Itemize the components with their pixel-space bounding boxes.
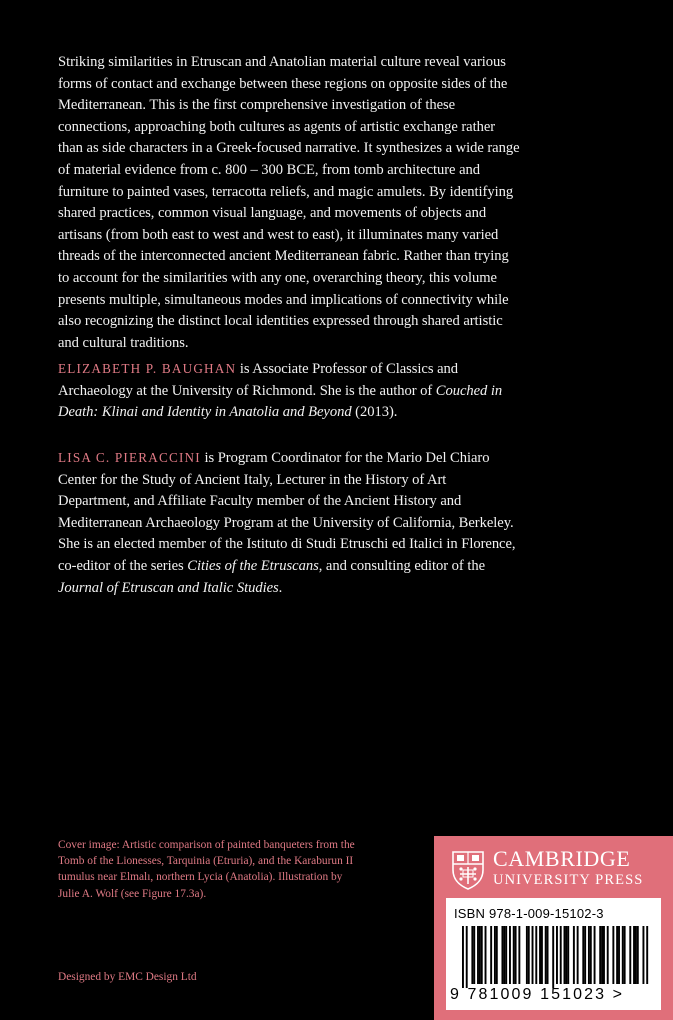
barcode-bar [547, 926, 549, 984]
barcode-bar [518, 926, 520, 984]
barcode-bar [622, 926, 624, 984]
barcode-bar [466, 926, 468, 988]
barcode-bar [532, 926, 534, 984]
barcode-bar [599, 926, 601, 984]
publisher-panel [434, 836, 673, 1020]
barcode-bar [462, 926, 464, 988]
publisher-name [493, 848, 643, 888]
author-name-pieraccini: LISA C. PIERACCINI [58, 450, 201, 465]
author-bio-text: . [278, 579, 283, 596]
barcode-bar [501, 926, 503, 984]
barcode-bar [505, 926, 507, 984]
barcode-digits: 9 781009 151023 > [450, 986, 625, 1003]
author-bio-baughan [58, 358, 520, 424]
barcode-bar [624, 926, 626, 984]
barcode-bar [560, 926, 562, 984]
university-crest-icon [451, 850, 485, 890]
barcode-bar [633, 926, 635, 984]
barcode-bar [490, 926, 492, 984]
barcode-bar [584, 926, 586, 984]
barcode-bar [503, 926, 505, 984]
barcode-box [446, 898, 661, 1010]
barcode-bar [594, 926, 596, 984]
barcode-bar [573, 926, 575, 984]
barcode-bar [509, 926, 511, 984]
journal-title: Journal of Etruscan and Italic Studies [58, 579, 279, 596]
barcode-bar [590, 926, 592, 984]
barcode-bar [616, 926, 618, 984]
barcode-bar [545, 926, 547, 984]
barcode-bar [556, 926, 558, 984]
barcode-bar [513, 926, 515, 984]
barcode-bar [479, 926, 481, 984]
author-name-baughan: ELIZABETH P. BAUGHAN [58, 361, 237, 376]
barcode-bar [528, 926, 530, 984]
barcode-bar [565, 926, 567, 984]
author-bio-pieraccini [58, 447, 520, 599]
barcode-bar [588, 926, 590, 984]
barcode-icon [462, 926, 650, 988]
barcode-bar [577, 926, 579, 984]
barcode-bar [637, 926, 639, 984]
barcode-bar [539, 926, 541, 984]
publisher-name-line2: UNIVERSITY PRESS [493, 872, 644, 888]
barcode-bar [526, 926, 528, 984]
barcode-bar [642, 926, 644, 984]
barcode-bar [567, 926, 569, 984]
barcode-bar [552, 926, 554, 988]
author-bio-text: (2013). [351, 404, 398, 421]
publisher-name-line1: CAMBRIDGE [493, 846, 631, 871]
cover-image-credit: Cover image: Artistic comparison of painted banqueters from the Tomb of the Lionesses, Tarquinia (Etruria), and the Karaburun II tumulus near Elmalı, northern Lycia (Anatolia). Illustration by Julie A. Wolf (see Figure 17.3a). [58, 839, 355, 900]
barcode-bar [564, 926, 566, 984]
barcode-bar [494, 926, 496, 984]
barcode-bar [646, 926, 648, 984]
isbn-label: ISBN 978-1-009-15102-3 [454, 906, 604, 921]
barcode-bar [535, 926, 537, 984]
designer-credit: Designed by EMC Design Ltd [58, 971, 197, 983]
barcode-bar [629, 926, 631, 984]
barcode-bar [515, 926, 517, 984]
author-book-title: Couched in Death: Klinai and Identity in Anatolia and Beyond [58, 382, 503, 421]
barcode-bar [477, 926, 479, 984]
barcode-bar [618, 926, 620, 984]
barcode-bar [481, 926, 483, 984]
barcode-bar [603, 926, 605, 984]
barcode-bar [601, 926, 603, 984]
barcode-bar [582, 926, 584, 984]
publisher-logo [451, 848, 666, 892]
barcode-bar [471, 926, 473, 984]
barcode-bar [635, 926, 637, 984]
series-title: Cities of the Etruscans [187, 557, 319, 574]
barcode-bar [496, 926, 498, 984]
author-bio-text: is Program Coordinator for the Mario Del Chiaro Center for the Study of Ancient Italy, Lecturer in the History of Art Department, and Affiliate Faculty member of the Ancient History and Mediterranean Archaeology Program at the University of California, Berkeley. She is an elected member of the Istituto di Studi Etruschi ed Italici in Florence, co-editor of the series [58, 450, 516, 574]
barcode-bar [541, 926, 543, 984]
book-blurb: Striking similarities in Etruscan and Anatolian material culture reveal various forms of contact and exchange between these regions on opposite sides of the Mediterranean. This is the first comprehensive investigation of these connections, approaching both cultures as agents of artistic exchange rather than as side characters in a Greek-focused narrative. It synthesizes a wide range of material evidence from c. 800 – 300 BCE, from tomb architecture and furniture to painted vases, terracotta reliefs, and magic amulets. By identifying shared practices, common visual language, and movements of objects and artisans (from both east to west and west to east), it illuminates many varied threads of the interconnected ancient Mediterranean fabric. Rather than trying to account for the similarities with any one, overarching theory, this volume presents multiple, simultaneous modes and implications of connectivity while also recognizing the distinct local identities expressed through shared artistic and cultural traditions. [58, 54, 520, 351]
barcode-bar [485, 926, 487, 984]
author-bio-text: is Associate Professor of Classics and Archaeology at the University of Richmond. She is the author of [58, 361, 459, 399]
barcode-bar [612, 926, 614, 984]
barcode-bar [607, 926, 609, 984]
barcode-bar [473, 926, 475, 984]
author-bio-text: , and consulting editor of the [318, 557, 485, 574]
